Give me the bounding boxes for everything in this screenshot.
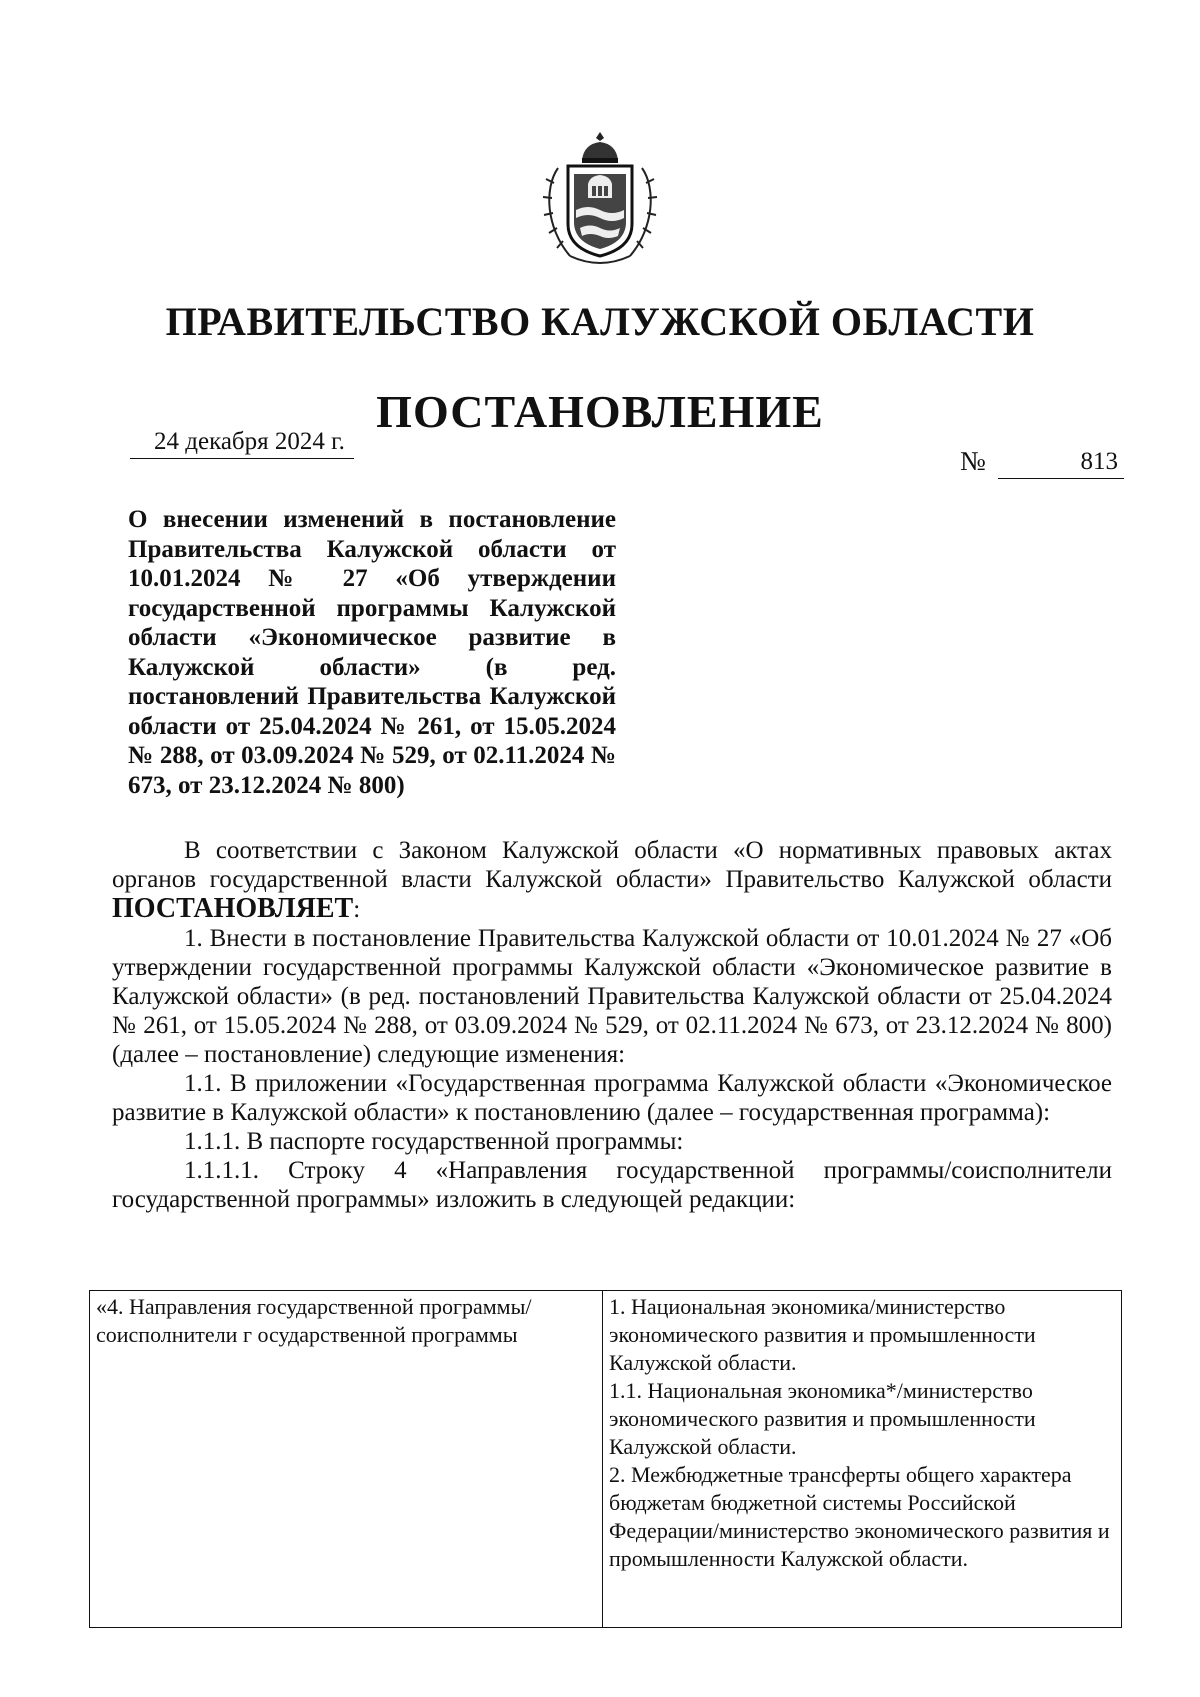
preamble-colon: :	[353, 896, 361, 923]
table-row	[90, 1291, 1122, 1628]
document-subject: О внесении изменений в постановление Правительства Калужской области от 10.01.2024 № 27 «Об утверждении государственной программы Калужской области «Экономическое развитие в Калужской области» (в ред. постановлений Правительства Калужской области от 25.04.2024 № 261, от 15.05.2024 № 288, от 03.09.2024 № 529, от 02.11.2024 № 673, от 23.12.2024 № 800)	[128, 506, 616, 799]
direction-item: 1.1. Национальная экономика*/министерство экономического развития и промышленности Калужской области.	[609, 1378, 1036, 1459]
coat-of-arms-emblem	[540, 128, 660, 270]
table-cell-directions	[603, 1291, 1122, 1628]
document-type-title: ПОСТАНОВЛЕНИЕ	[376, 386, 824, 437]
paragraph-1: 1. Внести в постановление Правительства Калужской области от 10.01.2024 № 27 «Об утверждении государственной программы Калужской области «Экономическое развитие в Калужской области» (в ред. постановлений Правительства Калужской области от 25.04.2024 № 261, от 15.05.2024 № 288, от 03.09.2024 № 529, от 02.11.2024 № 673, от 23.12.2024 № 800) (далее – постановление) следующие изменения:	[112, 925, 1112, 1068]
paragraph-1-1: 1.1. В приложении «Государственная программа Калужской области «Экономическое развитие в Калужской области» к постановлению (далее – государственная программа):	[112, 1070, 1112, 1126]
direction-item: 1. Национальная экономика/министерство экономического развития и промышленности Калужской области.	[609, 1294, 1036, 1375]
paragraph-1-1-1-1: 1.1.1.1. Строку 4 «Направления государственной программы/соисполнители государственной программы» изложить в следующей редакции:	[112, 1157, 1112, 1213]
preamble-text: В соответствии с Законом Калужской области «О нормативных правовых актах органов государственной власти Калужской области» Правительство Калужской области	[112, 837, 1112, 893]
document-body	[112, 836, 1112, 1214]
number-label: №	[960, 446, 986, 476]
document-number: 813	[998, 446, 1124, 479]
government-name: ПРАВИТЕЛЬСТВО КАЛУЖСКОЙ ОБЛАСТИ	[165, 299, 1035, 344]
decree-keyword: ПОСТАНОВЛЯЕТ	[112, 893, 354, 924]
document-date: 24 декабря 2024 г.	[130, 426, 354, 459]
direction-item: 2. Межбюджетные трансферты общего характера бюджетам бюджетной системы Российской Федерации/министерство экономического развития и промышленности Калужской области.	[609, 1462, 1110, 1571]
passport-table	[89, 1290, 1122, 1628]
table-cell-heading: «4. Направления государственной программы/соисполнители г осударственной программы	[90, 1291, 603, 1628]
paragraph-1-1-1: 1.1.1. В паспорте государственной программы:	[184, 1128, 684, 1155]
preamble-paragraph	[112, 836, 1112, 924]
